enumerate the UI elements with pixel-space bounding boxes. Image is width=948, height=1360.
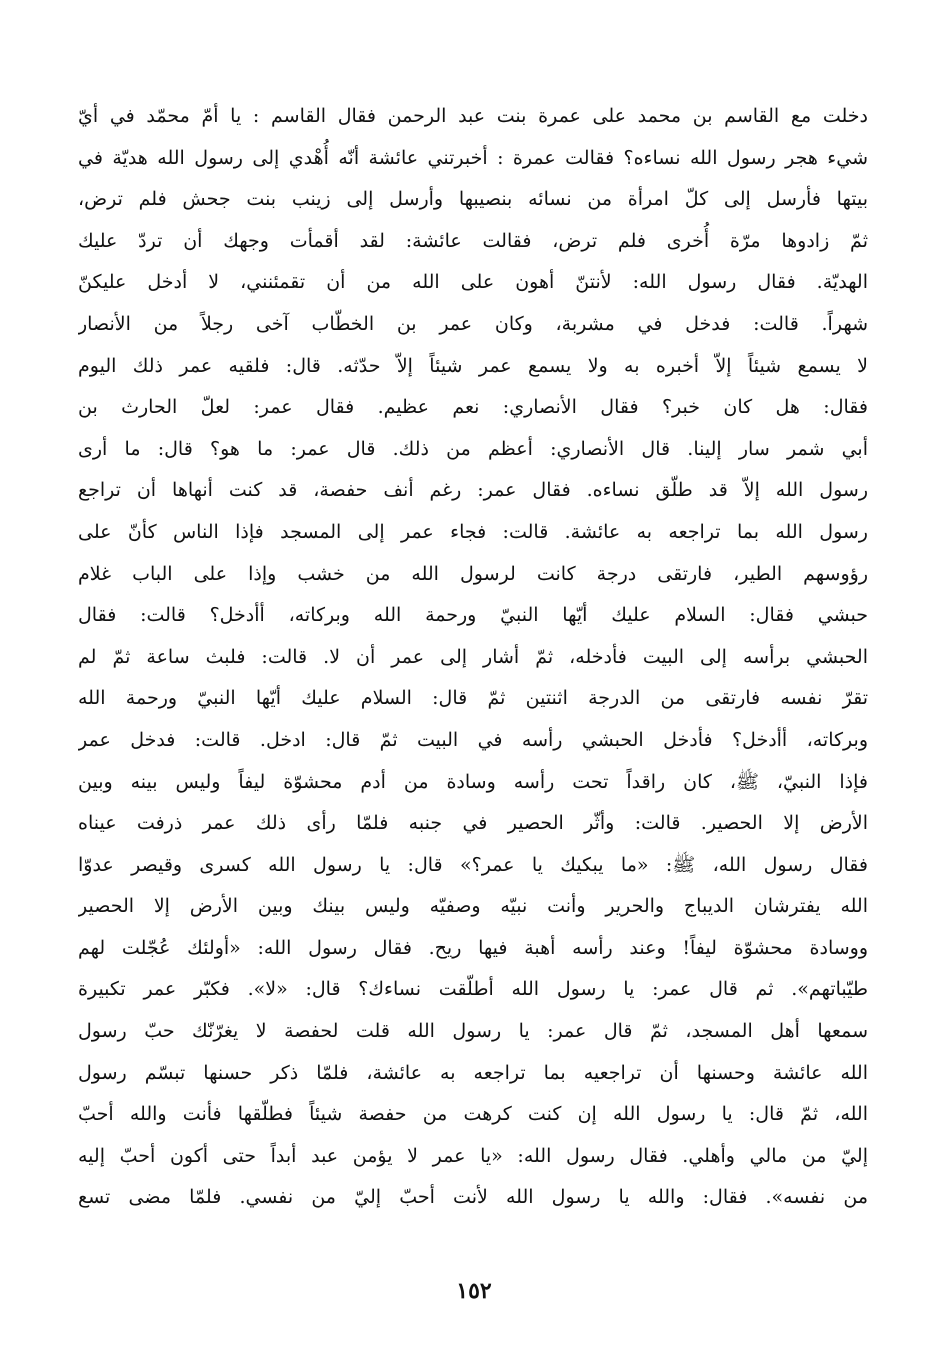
text-line: تقرّ نفسه فارتقى من الدرجة اثنتين ثمّ قال: السلام عليك أيّها النبيّ ورحمة الله: [78, 687, 868, 710]
text-line: شيء هجر رسول الله نساءه؟ فقالت عمرة : أخبرتني عائشة أنّه أُهْدي إلى رسول الله هديّة في: [78, 146, 868, 169]
text-line: فقال رسول الله، ﷺ: «ما يبكيك يا عمر؟» قال: يا رسول الله كسرى وقيصر عدوّا: [78, 853, 868, 876]
text-line: الله عائشة وحسنها أن تراجعيه بما تراجعه به عائشة، فلمّا ذكر حسنها تبسّم رسول: [78, 1061, 868, 1084]
body-text: [78, 96, 868, 1219]
text-line: لا يسمع شيئاً إلاّ أخبره به ولا يسمع عمر شيئاً إلاّ حدّثه. قال: فلقيه عمر ذلك اليوم: [78, 354, 868, 377]
text-line: الهديّة. فقال رسول الله: لأنتنّ أهون على الله من أن تقمئنني، لا أدخل عليكنّ: [78, 271, 868, 294]
text-line: ووسادة محشوّة ليفاً! وعند رأسه أهبة فيها ريح. فقال رسول الله: «أولئك عُجّلت لهم: [78, 936, 868, 959]
text-line: الأرض إلا الحصير. قالت: وأثّر الحصير في جنبه فلمّا رأى ذلك عمر ذرفت عيناه: [78, 812, 868, 835]
text-line: سمعها أهل المسجد، ثمّ قال عمر: يا رسول الله قلت لحفصة لا يغرّنّك حبّ رسول: [78, 1020, 868, 1043]
text-line: من نفسه». فقال: والله يا رسول الله لأنت أحبّ إليّ من نفسي. فلمّا مضى تسع: [78, 1186, 868, 1209]
text-line: شهراً. قالت: فدخل في مشربة، وكان عمر بن الخطّاب آخى رجلاً من الأنصار: [78, 312, 868, 335]
text-line: بيتها فأرسل إلى كلّ امرأة من نسائه بنصيبها وأرسل إلى زينب بنت جحش فلم ترض،: [78, 188, 868, 211]
text-line: حبشي فقال: السلام عليك أيّها النبيّ ورحمة الله وبركاته، أأدخل؟ قالت: فقال: [78, 604, 868, 627]
text-line: فإذا النبيّ، ﷺ، كان راقداً تحت رأسه وسادة من أدم محشوّة ليفاً وليس بينه وبين: [78, 770, 868, 793]
text-line: إليّ من مالي وأهلي. فقال رسول الله: «يا عمر لا يؤمن عبد أبداً حتى أكون أحبّ إليه: [78, 1144, 868, 1167]
text-line: الحبشي برأسه إلى البيت فأدخله، ثمّ أشار إلى عمر أن لا. قالت: فلبث ساعة ثمّ لم: [78, 645, 868, 668]
text-line: ثمّ زادوها مرّة أُخرى فلم ترض، فقالت عائشة: لقد أقمأت وجهك أن تردّ عليك: [78, 229, 868, 252]
text-line: رسول الله إلاّ قد طلّق نساءه. فقال عمر: رغم أنف حفصة، قد كنت أنهاها أن تراجع: [78, 479, 868, 502]
text-line: وبركاته، أأدخل؟ فأدخل الحبشي رأسه في البيت ثمّ قال: ادخل. قالت: فدخل عمر: [78, 728, 868, 751]
text-line: الله يفترشان الديباج والحرير وأنت نبيّه وصفيّه وليس بينك وبين الأرض إلا الحصير: [78, 895, 868, 918]
text-line: دخلت مع القاسم بن محمد على عمرة بنت عبد الرحمن فقال القاسم : يا أمّ محمّد في أيّ: [78, 105, 868, 127]
text-line: أبي شمر سار إلينا. قال الأنصاري: أعظم من ذلك. قال عمر: ما هو؟ قال: ما أرى: [78, 437, 868, 460]
page-number: ١٥٢: [456, 1278, 492, 1304]
text-line: رسول الله بما تراجعه به عائشة. قالت: فجاء عمر إلى المسجد فإذا الناس كأنّ على: [78, 520, 868, 543]
text-line: الله، ثمّ قال: يا رسول الله إن كنت كرهت من حفصة شيئاً فطلّقها فأنت والله أحبّ: [78, 1103, 868, 1126]
text-line: فقال: هل كان خبر؟ فقال الأنصاري: نعم عظيم. فقال عمر: لعلّ الحارث بن: [78, 396, 868, 419]
text-line: رؤوسهم الطير، فارتقى درجة كانت لرسول الله من خشب وإذا على الباب غلام: [78, 562, 868, 585]
text-line: طيّباتهم». ثم قال عمر: يا رسول الله أطلّقت نساءك؟ قال: «لا». فكبّر عمر تكبيرة: [78, 978, 868, 1001]
